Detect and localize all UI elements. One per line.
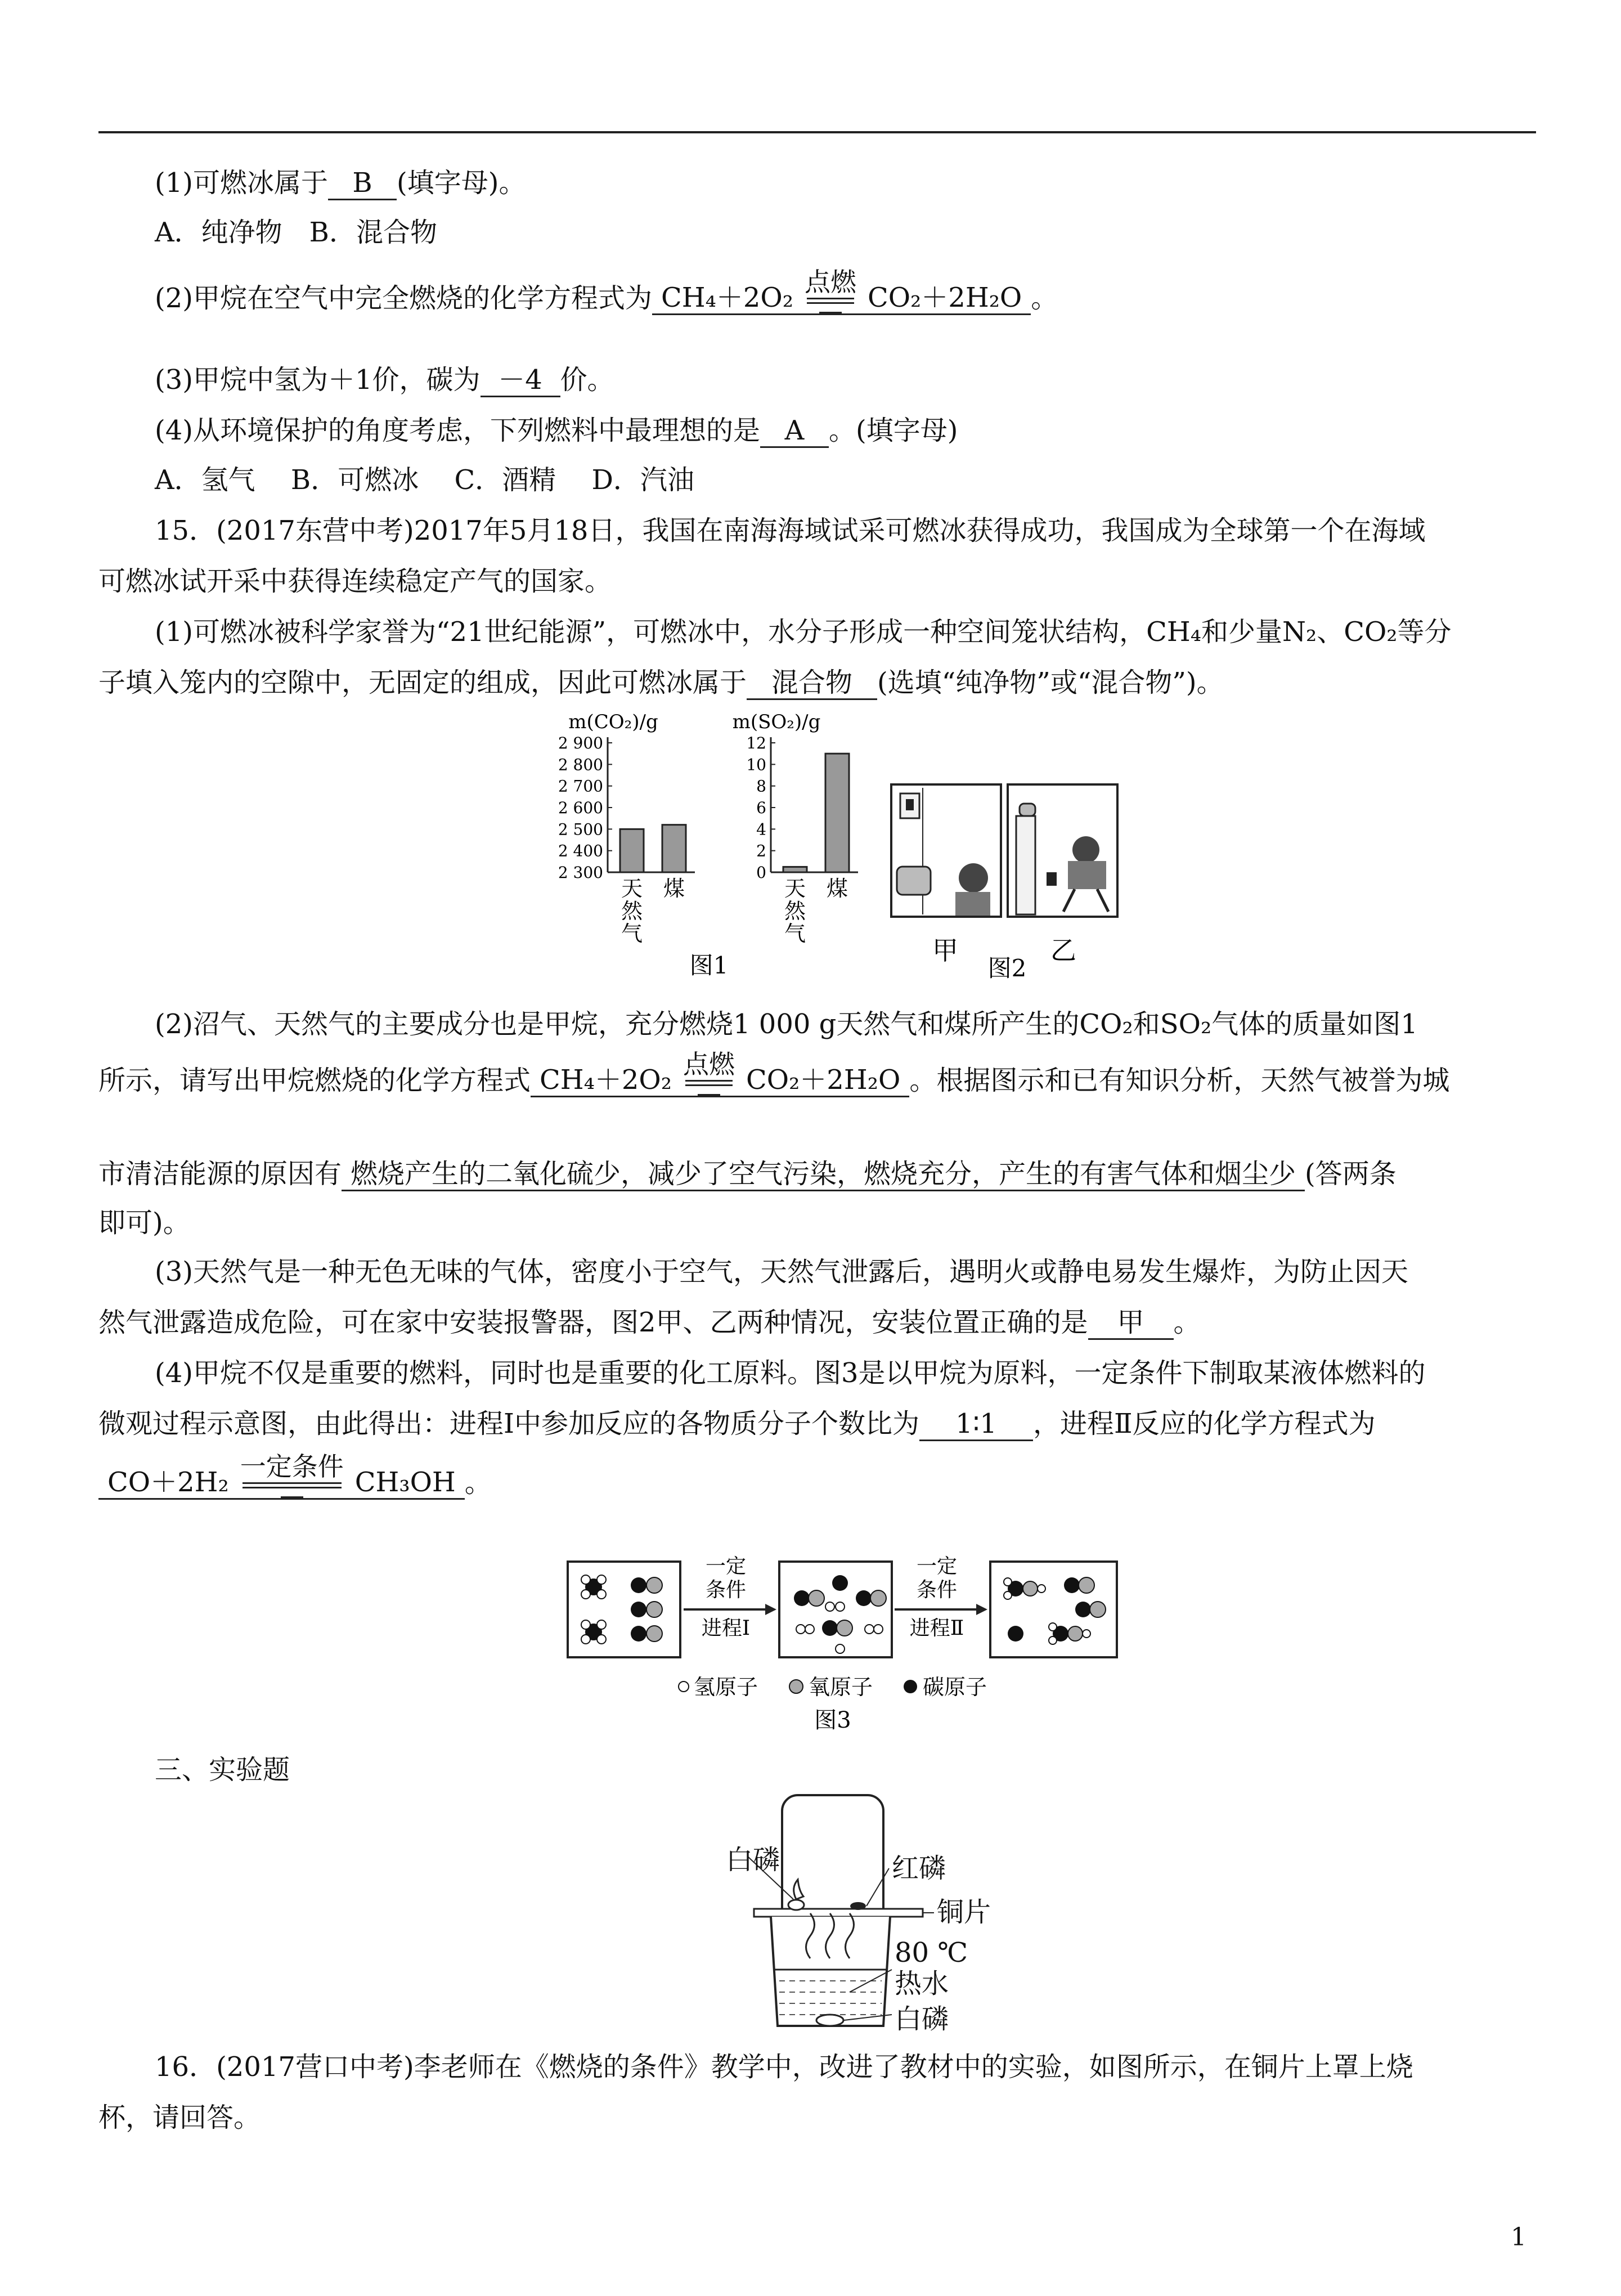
y-tick-label: 6 [756, 799, 766, 817]
y-tick-label: 2 400 [558, 841, 603, 860]
chart-ylabel: m(CO₂)/g [568, 711, 658, 733]
category-label: 然 [784, 899, 806, 923]
label-copper-sheet: 铜片 [937, 1896, 991, 1928]
q14-part3: (3)甲烷中氢为＋1价，碳为 －4 价。 [155, 363, 614, 397]
answer-blank: 1∶1 [919, 1408, 1033, 1441]
q15-part2-line1: (2)沼气、天然气的主要成分也是甲烷，充分燃烧1 000 g天然气和煤所产生的CO₂和SO₂气体的质量如图1 [155, 1008, 1418, 1040]
y-tick-label: 2 700 [558, 777, 603, 796]
category-label: 然 [621, 899, 643, 923]
reaction-condition: 点燃 [805, 267, 856, 313]
y-tick-label: 2 900 [558, 734, 603, 752]
category-label: 气 [621, 921, 643, 946]
q15-intro-line1: 15．(2017东营中考)2017年5月18日，我国在南海海域试采可燃冰获得成功，我国成为全球第一个在海域 [155, 515, 1426, 546]
carbon-legend-icon [904, 1680, 917, 1693]
y-tick-label: 0 [756, 863, 766, 882]
answer-blank: 甲 [1088, 1307, 1174, 1340]
y-tick-label: 2 300 [558, 863, 603, 882]
person-head [959, 863, 988, 893]
white-phosphorus-top [788, 1900, 804, 1910]
y-tick-label: 2 800 [558, 755, 603, 774]
label-a: 甲 [932, 935, 958, 966]
chart-ylabel: m(SO₂)/g [732, 711, 821, 733]
category-label: 天 [621, 876, 643, 901]
q15-part3-line1: (3)天然气是一种无色无味的气体，密度小于空气，天然气泄露后，遇明火或静电易发生爆炸，为防止因天 [155, 1256, 1408, 1288]
label-red-phosphorus: 红磷 [892, 1853, 946, 1884]
answer-blank: B [328, 167, 397, 200]
category-label: 煤 [663, 876, 685, 901]
label-white-phosphorus-bottom: 白磷 [895, 2003, 949, 2035]
reaction-condition: 一定条件 [240, 1452, 344, 1498]
category-label: 气 [784, 921, 806, 946]
q14-part4: (4)从环境保护的角度考虑，下列燃料中最理想的是 A 。(填字母) [155, 414, 958, 448]
lower-beaker [771, 1917, 890, 2026]
oxygen-legend-icon [789, 1680, 803, 1693]
q15-part1-line1: (1)可燃冰被科学家誉为“21世纪能源”，可燃冰中，水分子形成一种空间笼状结构，CH₄和少量N₂、CO₂等分 [155, 616, 1452, 648]
alarm-low [1047, 872, 1057, 886]
section-3-title: 三、实验题 [155, 1754, 290, 1786]
figure-1 [540, 709, 878, 979]
red-phosphorus [850, 1902, 866, 1910]
kettle [897, 867, 931, 895]
svg-text:氧原子: 氧原子 [809, 1675, 873, 1699]
header-rule [98, 131, 1536, 133]
label-hot-water: 热水 [895, 1968, 949, 1999]
label-white-phosphorus-top: 白磷 [726, 1844, 780, 1876]
y-tick-label: 2 [756, 841, 766, 860]
svg-text:条件: 条件 [916, 1578, 958, 1602]
answer-blank: －4 [481, 364, 560, 397]
answer-blank: A [760, 415, 829, 448]
copper-sheet [754, 1909, 923, 1917]
svg-text:氢原子: 氢原子 [694, 1675, 758, 1699]
q15-part1-line2: 子填入笼内的空隙中，无固定的组成，因此可燃冰属于 混合物 (选填“纯净物”或“混合物”)。 [98, 666, 1224, 700]
reaction-condition: 点燃 [683, 1050, 735, 1096]
answer-blank: 燃烧产生的二氧化硫少，减少了空气污染，燃烧充分，产生的有害气体和烟尘少 [342, 1158, 1305, 1191]
fig3-caption: 图3 [814, 1707, 851, 1733]
q14-part1: (1)可燃冰属于 B (填字母)。 [155, 166, 526, 200]
q14-part4-options: A．氢气 B．可燃冰 C．酒精 D．汽油 [155, 464, 694, 496]
svg-text:碳原子: 碳原子 [923, 1675, 987, 1699]
white-phosphorus-bottom [816, 2015, 843, 2026]
q14-part1-options: A．纯净物 B．混合物 [155, 217, 437, 248]
bar [662, 825, 686, 872]
label-temperature: 80 ℃ [895, 1937, 968, 1968]
q15-part2-line3: 市清洁能源的原因有 燃烧产生的二氧化硫少，减少了空气污染，燃烧充分，产生的有害气体和烟尘少 (答两条 [98, 1157, 1397, 1191]
y-tick-label: 2 500 [558, 820, 603, 839]
hydrogen-legend-icon [679, 1681, 689, 1692]
y-tick-label: 8 [756, 777, 766, 796]
q16-line2: 杯，请回答。 [98, 2102, 261, 2133]
category-label: 天 [784, 876, 806, 901]
fig1-caption: 图1 [689, 952, 729, 979]
svg-text:一定: 一定 [705, 1555, 747, 1578]
q15-part2-equation: 所示，请写出甲烷燃烧的化学方程式 CH₄＋2O₂ 点燃 CO₂＋2H₂O 。根据图示和已有知识分析，天然气被誉为城 [98, 1049, 1450, 1096]
svg-text:进程Ⅰ: 进程Ⅰ [701, 1617, 751, 1640]
scene-b [1008, 784, 1117, 917]
q15-part4-line1: (4)甲烷不仅是重要的燃料，同时也是重要的化工原料。图3是以甲烷为原料，一定条件下制取某液体燃料的 [155, 1357, 1426, 1389]
fig2-caption: 图2 [987, 954, 1027, 979]
y-tick-label: 2 600 [558, 799, 603, 817]
figure-3 [565, 1550, 1179, 1736]
answer-blank: 混合物 [747, 667, 877, 700]
svg-text:一定: 一定 [916, 1555, 958, 1578]
svg-text:进程Ⅱ: 进程Ⅱ [909, 1617, 964, 1640]
page-number: 1 [1511, 2223, 1526, 2252]
category-label: 煤 [826, 876, 848, 901]
q15-intro-line2: 可燃冰试开采中获得连续稳定产气的国家。 [98, 566, 612, 597]
bar [620, 829, 644, 872]
q15-part2-line4: 即可)。 [98, 1207, 190, 1239]
q15-part4-line2: 微观过程示意图，由此得出：进程Ⅰ中参加反应的各物质分子个数比为 1∶1 ，进程Ⅱ反应的化学方程式为 [98, 1407, 1376, 1441]
chart-co2 [558, 711, 695, 946]
chart-so2 [733, 711, 858, 946]
fig3-legend [679, 1675, 987, 1699]
label-b: 乙 [1050, 935, 1076, 966]
bar [783, 867, 807, 872]
q15-part4-equation: CO＋2H₂ 一定条件 CH₃OH 。 [98, 1452, 492, 1531]
q14-part2-equation: (2)甲烷在空气中完全燃烧的化学方程式为 CH₄＋2O₂ 点燃 CO₂＋2H₂O 。 [155, 267, 1058, 314]
box-intermediate [779, 1562, 892, 1657]
q15-part3-line2: 然气泄露造成危险，可在家中安装报警器，图2甲、乙两种情况，安装位置正确的是 甲 。 [98, 1306, 1201, 1340]
scene-a [891, 784, 1001, 917]
y-tick-label: 12 [746, 734, 766, 752]
figure-2 [889, 782, 1125, 979]
y-tick-label: 10 [746, 755, 766, 774]
q16-line1: 16．(2017营口中考)李老师在《燃烧的条件》教学中，改进了教材中的实验，如图所示，在铜片上罩上烧 [155, 2051, 1413, 2083]
fridge [1016, 816, 1035, 914]
y-tick-label: 4 [756, 820, 766, 839]
svg-text:条件: 条件 [705, 1578, 747, 1602]
bar [825, 754, 849, 872]
